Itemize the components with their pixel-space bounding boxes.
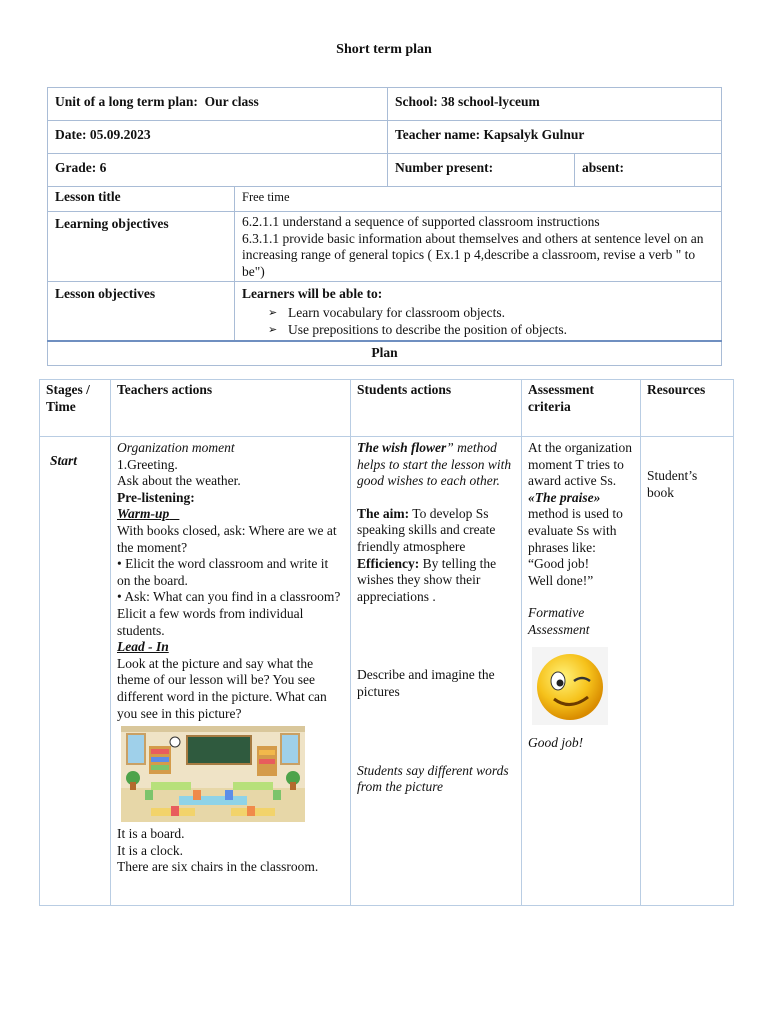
bullet-item: • Elicit the word classroom and write it on the board. — [117, 556, 329, 588]
absent-cell: absent: — [575, 154, 722, 187]
aim-text — [357, 506, 515, 556]
date-cell: Date: 05.09.2023 — [48, 121, 388, 154]
unit-cell — [48, 88, 388, 121]
assessment-cell — [522, 437, 641, 906]
unit-label: Unit of a long term plan: — [55, 94, 198, 109]
column-header: Resources — [641, 380, 734, 437]
greeting: 1.Greeting. — [117, 456, 178, 472]
lesson-objectives-list — [242, 305, 714, 338]
good-job-quote: “Good job! — [528, 556, 590, 572]
praise-method: «The praise» — [528, 489, 601, 505]
aim-value: To develop Ss speaking skills and create friendly atmosphere — [357, 505, 496, 554]
weather: Ask about the weather. — [117, 473, 241, 489]
teacher-actions-cell — [111, 437, 351, 906]
plan-table — [39, 379, 734, 906]
lesson-title-value: Free time — [235, 187, 722, 212]
classroom-illustration — [121, 726, 305, 822]
resources-cell: Student’s book — [641, 437, 734, 906]
wish-flower-title: The wish flower — [357, 440, 447, 455]
answer-line: It is a board. — [117, 826, 185, 842]
list-item: ➢ Use prepositions to describe the position of objects. — [268, 321, 567, 337]
aim-label: The aim: — [357, 505, 410, 521]
learning-objectives-cell — [235, 212, 722, 282]
list-item: ➢ Learn vocabulary for classroom objects. — [268, 304, 506, 320]
warm-up-heading: Warm-up — [117, 506, 170, 522]
lesson-objectives-cell — [235, 282, 722, 341]
formative-assessment: Formative Assessment — [528, 605, 590, 637]
learning-objectives-label: Learning objectives — [48, 212, 235, 282]
arrow-bullet-icon: ➢ — [268, 322, 278, 336]
lesson-objectives-label: Lesson objectives — [48, 282, 235, 341]
teacher-cell: Teacher name: Kapsalyk Gulnur — [388, 121, 722, 154]
school-cell: School: 38 school-lyceum — [388, 88, 722, 121]
answer-line: There are six chairs in the classroom. — [117, 859, 319, 875]
table-row — [40, 437, 734, 906]
wish-flower-text: The wish flower” method helps to start the lesson with good wishes to each other. — [357, 440, 512, 489]
column-header: Students actions — [351, 380, 522, 437]
lesson-title-label: Lesson title — [48, 187, 235, 212]
header-table — [47, 87, 722, 366]
efficiency-value: By telling the wishes they show their appreciations . — [357, 555, 497, 604]
assessment-text: At the organization moment T tries to award active Ss. «The praise» method is used to evaluate Ss with phrases like: — [528, 440, 632, 555]
arrow-bullet-icon: ➢ — [268, 305, 278, 319]
good-job-label: Good job! — [528, 734, 584, 750]
learning-objective: 6.3.1.1 provide basic information about themselves and others at sentence level on an increasing range of general topics ( Ex.1 p 4,describe a classroom, revise a verb " to be") — [242, 230, 704, 279]
efficiency-text — [357, 556, 515, 606]
say-words-text: Students say different words from the picture — [357, 762, 509, 795]
column-header: Stages / Time — [40, 380, 111, 437]
column-header: Teachers actions — [111, 380, 351, 437]
table-header-row — [40, 380, 734, 437]
pre-listening: Pre-listening: — [117, 489, 195, 505]
warm-up-text: With books closed, ask: Where are we at the moment? — [117, 522, 337, 555]
grade-cell: Grade: 6 — [48, 154, 388, 187]
wish-flower-description: method helps to start the lesson with good wishes to each other. — [357, 440, 512, 489]
stage-cell: Start — [40, 437, 111, 906]
students-actions-cell — [351, 437, 522, 906]
org-moment: Organization moment — [117, 440, 235, 455]
lead-in-text: Look at the picture and say what the theme of our lesson will be? You see different word in the picture. What can you see in this picture? — [117, 655, 327, 721]
lead-in-heading: Lead - In — [117, 639, 169, 655]
describe-text: Describe and imagine the pictures — [357, 667, 495, 699]
number-present-cell: Number present: — [388, 154, 575, 187]
column-header: Assessment criteria — [522, 380, 641, 437]
winking-smiley-icon — [532, 647, 608, 725]
answer-line: It is a clock. — [117, 842, 183, 858]
unit-value: Our class — [204, 94, 259, 109]
bullet-item: • Ask: What can you find in a classroom? Elicit a few words from individual students. — [117, 589, 341, 638]
document-title: Short term plan — [336, 42, 432, 57]
well-done-quote: Well done!” — [528, 572, 594, 588]
lesson-objectives-intro: Learners will be able to: — [242, 286, 383, 302]
learning-objective: 6.2.1.1 understand a sequence of supported classroom instructions — [242, 214, 600, 229]
efficiency-label: Efficiency: — [357, 555, 420, 571]
plan-heading: Plan — [48, 341, 722, 365]
classroom-image — [121, 726, 305, 822]
